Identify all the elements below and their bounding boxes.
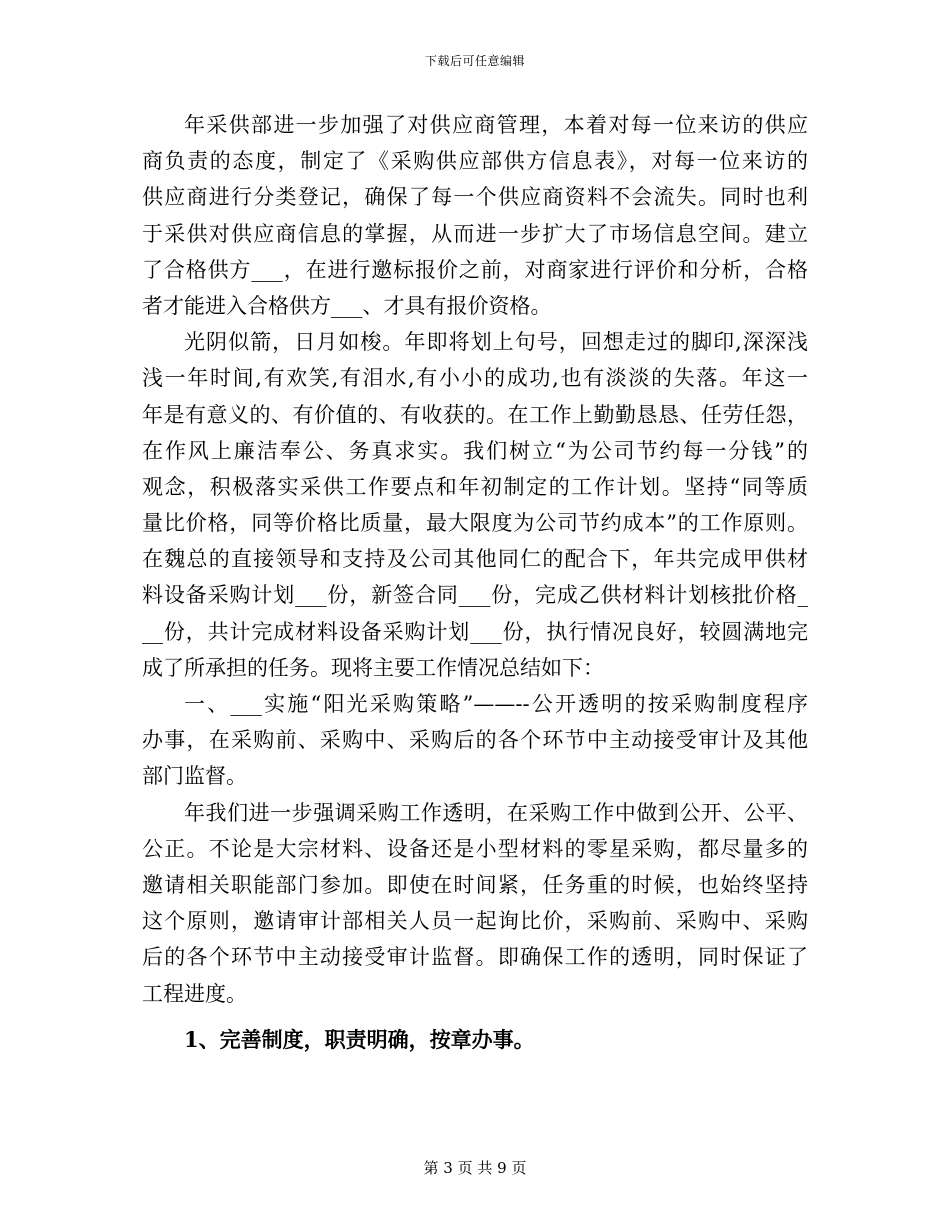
paragraph-transparency [142,795,808,1012]
paragraph-line: 商负责的态度，制定了《采购供应部供方信息表》，对每一位来访的 [142,149,808,174]
paragraph-line: 后的各个环节中主动接受审计监督。即确保工作的透明，同时保证了 [142,945,808,970]
paragraph-line: 年是有意义的、有价值的、有收获的。在工作上勤勤恳恳、任劳任怨， [142,402,808,427]
paragraph-line: 料设备采购计划___份，新签合同___份，完成乙供材料计划核批价格_ [142,583,808,608]
section-heading: 1、完善制度，职责明确，按章办事。 [184,1026,535,1052]
paragraph-supplier-management [142,107,808,324]
paragraph-line: 供应商进行分类登记，确保了每一个供应商资料不会流失。同时也利 [142,185,808,210]
paragraph-line: 浅一年时间,有欢笑,有泪水,有小小的成功,也有淡淡的失落。年这一 [142,366,808,391]
paragraph-line: 这个原则，邀请审计部相关人员一起询比价，采购前、采购中、采购 [142,909,808,934]
document-body [142,107,808,1059]
paragraph-line: 于采供对供应商信息的掌握，从而进一步扩大了市场信息空间。建立 [142,221,808,246]
page-number: 第 3 页 共 9 页 [423,1159,527,1177]
paragraph-sunshine-procurement [142,686,808,795]
paragraph-line: 部门监督。 [142,764,247,789]
paragraph-line: 办事，在采购前、采购中、采购后的各个环节中主动接受审计及其他 [142,728,808,753]
page-header: 下载后可任意编辑 [424,54,525,68]
paragraph-line: 光阴似箭，日月如梭。年即将划上句号，回想走过的脚印,深深浅 [184,330,808,355]
paragraph-line: 工程进度。 [142,981,247,1006]
paragraph-line: 公正。不论是大宗材料、设备还是小型材料的零星采购，都尽量多的 [142,836,808,861]
paragraph-line: 了合格供方___，在进行邀标报价之前，对商家进行评价和分析，合格 [142,257,808,282]
paragraph-line: 者才能进入合格供方___、才具有报价资格。 [142,293,552,318]
paragraph-line: 成了所承担的任务。现将主要工作情况总结如下： [142,655,604,680]
paragraph-line: 量比价格，同等价格比质量，最大限度为公司节约成本”的工作原则。 [142,511,808,536]
paragraph-line: 在作风上廉洁奉公、务真求实。我们树立“为公司节约每一分钱”的 [142,438,808,463]
paragraph-line: 年我们进一步强调采购工作透明，在采购工作中做到公开、公平、 [184,800,808,825]
paragraph-year-summary [142,324,808,686]
paragraph-line: 年采供部进一步加强了对供应商管理，本着对每一位来访的供应 [184,113,808,137]
paragraph-line: 在魏总的直接领导和支持及公司其他同仁的配合下，年共完成甲供材 [142,547,808,572]
paragraph-line: 观念，积极落实采供工作要点和年初制定的工作计划。坚持“同等质 [142,474,808,499]
paragraph-line: 一、___实施“阳光采购策略”——--公开透明的按采购制度程序 [184,692,808,716]
paragraph-line: 邀请相关职能部门参加。即使在时间紧，任务重的时候，也始终坚持 [142,872,808,897]
paragraph-line: __份，共计完成材料设备采购计划___份，执行情况良好，较圆满地完 [142,619,808,644]
